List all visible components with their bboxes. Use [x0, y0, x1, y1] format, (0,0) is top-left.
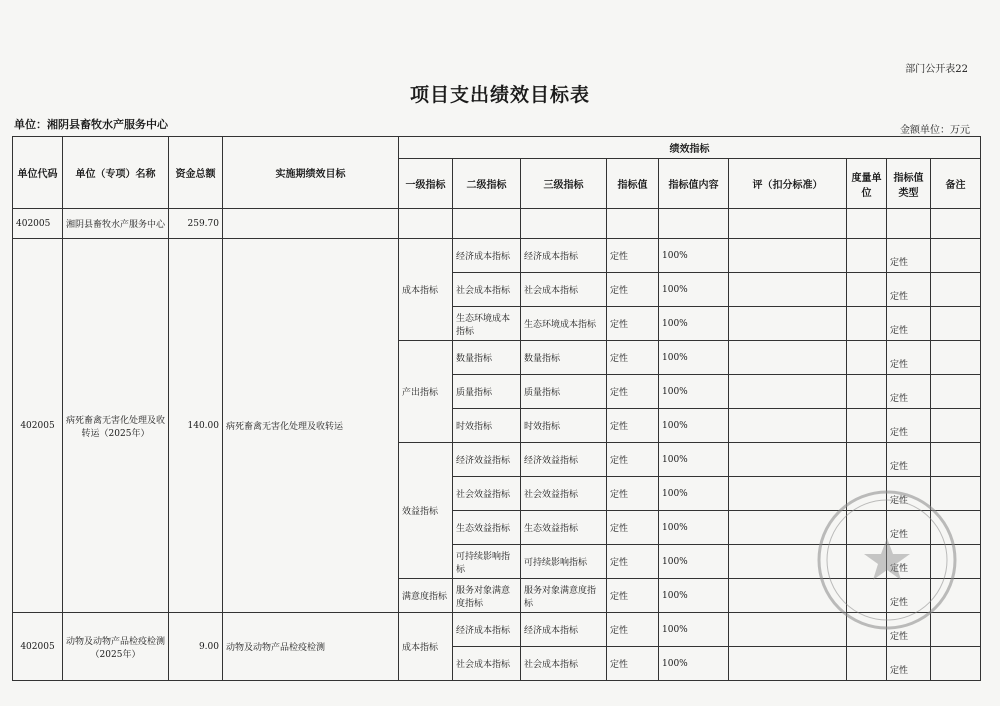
value-cell: 定性 — [607, 273, 659, 307]
level2-cell: 经济效益指标 — [453, 443, 521, 477]
header-level3: 三级指标 — [521, 159, 607, 209]
value-cell: 定性 — [607, 647, 659, 681]
project-name: 动物及动物产品检疫检测（2025年） — [63, 613, 169, 681]
type-cell: 定性 — [887, 511, 931, 545]
value-cell: 定性 — [607, 375, 659, 409]
measure-unit-cell — [847, 341, 887, 375]
type-cell: 定性 — [887, 579, 931, 613]
content-cell: 100% — [659, 307, 729, 341]
content-cell: 100% — [659, 443, 729, 477]
content-cell: 100% — [659, 273, 729, 307]
scoring-cell — [729, 341, 847, 375]
summary-code: 402005 — [13, 209, 63, 239]
content-cell: 100% — [659, 545, 729, 579]
level3-cell: 时效指标 — [521, 409, 607, 443]
value-cell: 定性 — [607, 477, 659, 511]
header-unit-code: 单位代码 — [13, 137, 63, 209]
header-remark: 备注 — [931, 159, 981, 209]
level1-cell: 产出指标 — [399, 341, 453, 443]
content-cell: 100% — [659, 341, 729, 375]
measure-unit-cell — [847, 239, 887, 273]
level2-cell: 服务对象满意度指标 — [453, 579, 521, 613]
measure-unit-cell — [847, 273, 887, 307]
level2-cell: 生态效益指标 — [453, 511, 521, 545]
project-target: 病死畜禽无害化处理及收转运 — [223, 239, 399, 613]
content-cell: 100% — [659, 409, 729, 443]
level2-cell: 经济成本指标 — [453, 613, 521, 647]
level2-cell: 生态环境成本指标 — [453, 307, 521, 341]
measure-unit-cell — [847, 647, 887, 681]
value-cell: 定性 — [607, 579, 659, 613]
content-cell: 100% — [659, 613, 729, 647]
level1-cell: 效益指标 — [399, 443, 453, 579]
value-cell: 定性 — [607, 613, 659, 647]
official-seal — [815, 488, 960, 633]
scoring-cell — [729, 273, 847, 307]
level3-cell: 质量指标 — [521, 375, 607, 409]
type-cell: 定性 — [887, 545, 931, 579]
content-cell: 100% — [659, 477, 729, 511]
type-cell: 定性 — [887, 477, 931, 511]
remark-cell — [931, 443, 981, 477]
content-cell: 100% — [659, 511, 729, 545]
remark-cell — [931, 647, 981, 681]
level2-cell: 数量指标 — [453, 341, 521, 375]
header-value-content: 指标值内容 — [659, 159, 729, 209]
type-cell: 定性 — [887, 307, 931, 341]
project-amount: 140.00 — [169, 239, 223, 613]
unit-label: 单位：湘阴县畜牧水产服务中心 — [14, 118, 168, 131]
level1-cell: 成本指标 — [399, 613, 453, 681]
project-name: 病死畜禽无害化处理及收转运（2025年） — [63, 239, 169, 613]
value-cell: 定性 — [607, 409, 659, 443]
scoring-cell — [729, 647, 847, 681]
type-cell: 定性 — [887, 341, 931, 375]
remark-cell — [931, 239, 981, 273]
scoring-cell — [729, 375, 847, 409]
project-target: 动物及动物产品检疫检测 — [223, 613, 399, 681]
type-cell: 定性 — [887, 239, 931, 273]
content-cell: 100% — [659, 375, 729, 409]
header-perf: 绩效指标 — [399, 137, 981, 159]
level3-cell: 经济成本指标 — [521, 239, 607, 273]
header-level2: 二级指标 — [453, 159, 521, 209]
header-level1: 一级指标 — [399, 159, 453, 209]
header-measure-unit: 度量单位 — [847, 159, 887, 209]
value-cell: 定性 — [607, 545, 659, 579]
header-unit-name: 单位（专项）名称 — [63, 137, 169, 209]
summary-name: 湘阴县畜牧水产服务中心 — [63, 209, 169, 239]
table-row — [13, 239, 981, 273]
value-cell: 定性 — [607, 511, 659, 545]
value-cell: 定性 — [607, 239, 659, 273]
type-cell: 定性 — [887, 409, 931, 443]
measure-unit-cell — [847, 375, 887, 409]
header-value: 指标值 — [607, 159, 659, 209]
remark-cell — [931, 409, 981, 443]
measure-unit-cell — [847, 443, 887, 477]
level2-cell: 社会成本指标 — [453, 273, 521, 307]
scoring-cell — [729, 409, 847, 443]
level2-cell: 可持续影响指标 — [453, 545, 521, 579]
level1-cell: 成本指标 — [399, 239, 453, 341]
level3-cell: 数量指标 — [521, 341, 607, 375]
level3-cell: 社会效益指标 — [521, 477, 607, 511]
level2-cell: 质量指标 — [453, 375, 521, 409]
type-cell: 定性 — [887, 375, 931, 409]
header-value-type: 指标值类型 — [887, 159, 931, 209]
level3-cell: 可持续影响指标 — [521, 545, 607, 579]
type-cell: 定性 — [887, 443, 931, 477]
level2-cell: 社会效益指标 — [453, 477, 521, 511]
amount-unit-label: 金额单位：万元 — [900, 125, 970, 136]
level3-cell: 服务对象满意度指标 — [521, 579, 607, 613]
measure-unit-cell — [847, 307, 887, 341]
content-cell: 100% — [659, 239, 729, 273]
level2-cell: 时效指标 — [453, 409, 521, 443]
scoring-cell — [729, 443, 847, 477]
level3-cell: 生态环境成本指标 — [521, 307, 607, 341]
project-code: 402005 — [13, 239, 63, 613]
summary-row — [13, 209, 981, 239]
type-cell: 定性 — [887, 613, 931, 647]
project-code: 402005 — [13, 613, 63, 681]
content-cell: 100% — [659, 647, 729, 681]
level3-cell: 社会成本指标 — [521, 273, 607, 307]
header-scoring: 评（扣分标准） — [729, 159, 847, 209]
value-cell: 定性 — [607, 307, 659, 341]
scoring-cell — [729, 307, 847, 341]
level2-cell: 社会成本指标 — [453, 647, 521, 681]
remark-cell — [931, 375, 981, 409]
level3-cell: 经济成本指标 — [521, 613, 607, 647]
value-cell: 定性 — [607, 443, 659, 477]
level3-cell: 经济效益指标 — [521, 443, 607, 477]
page-title: 项目支出绩效目标表 — [409, 84, 590, 106]
table-number: 部门公开表22 — [905, 64, 968, 75]
remark-cell — [931, 307, 981, 341]
measure-unit-cell — [847, 409, 887, 443]
level1-cell: 满意度指标 — [399, 579, 453, 613]
header-target: 实施期绩效目标 — [223, 137, 399, 209]
content-cell: 100% — [659, 579, 729, 613]
level3-cell: 生态效益指标 — [521, 511, 607, 545]
remark-cell — [931, 273, 981, 307]
project-amount: 9.00 — [169, 613, 223, 681]
scoring-cell — [729, 239, 847, 273]
header-total-funds: 资金总额 — [169, 137, 223, 209]
type-cell: 定性 — [887, 647, 931, 681]
level3-cell: 社会成本指标 — [521, 647, 607, 681]
summary-amount: 259.70 — [169, 209, 223, 239]
value-cell: 定性 — [607, 341, 659, 375]
remark-cell — [931, 341, 981, 375]
level2-cell: 经济成本指标 — [453, 239, 521, 273]
type-cell: 定性 — [887, 273, 931, 307]
